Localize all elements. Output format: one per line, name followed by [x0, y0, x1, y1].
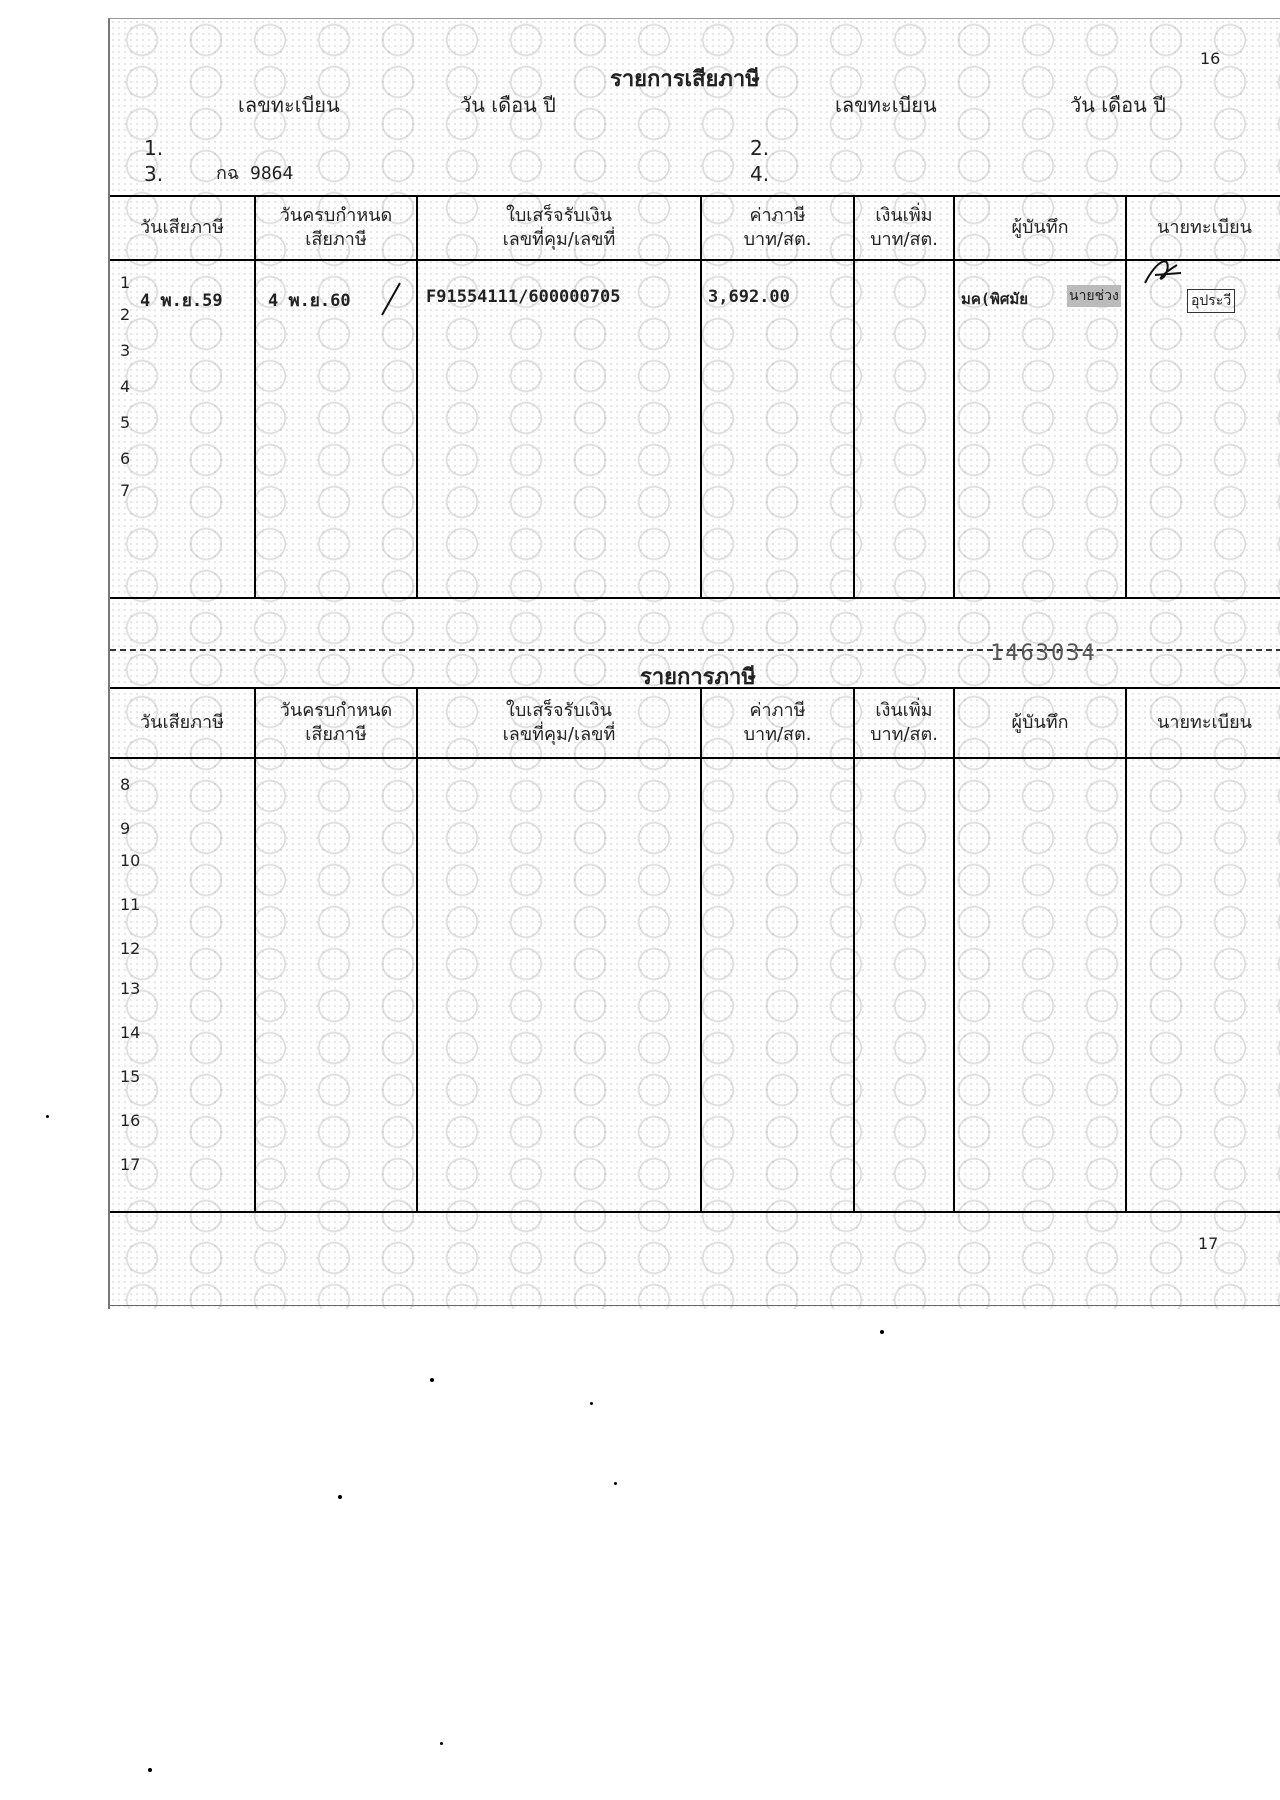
col-tax-amount-header: ค่าภาษี บาท/สต. — [701, 688, 854, 758]
scan-speck — [880, 1330, 884, 1334]
scan-speck — [338, 1495, 342, 1499]
col-recorder-header: ผู้บันทึก — [954, 688, 1126, 758]
row-number: 17 — [120, 1155, 141, 1174]
row-number: 6 — [120, 449, 131, 468]
separator-line — [110, 649, 1280, 651]
scan-speck — [430, 1378, 434, 1382]
receipt-cell — [417, 260, 701, 598]
receipt-cell — [417, 758, 701, 1212]
col-recorder-header: ผู้บันทึก — [954, 196, 1126, 260]
entry-1-number: 1. — [144, 136, 164, 160]
tax-date-cell — [110, 260, 255, 598]
col-registrar-header: นายทะเบียน — [1126, 196, 1280, 260]
surcharge-cell — [854, 758, 954, 1212]
col-surcharge-header: เงินเพิ่ม บาท/สต. — [854, 688, 954, 758]
row-number: 13 — [120, 979, 141, 998]
row-number: 9 — [120, 819, 131, 838]
registrar-value: อุประวี — [1187, 289, 1235, 313]
date-label-left: วัน เดือน ปี — [460, 93, 556, 117]
page-number-top: 16 — [1200, 49, 1221, 68]
due-date-cell — [255, 260, 417, 598]
row-number: 3 — [120, 341, 131, 360]
scan-speck — [614, 1482, 617, 1485]
receipt-value: F91554111/600000705 — [426, 287, 621, 307]
surcharge-cell — [854, 260, 954, 598]
col-due-date-header: วันครบกำหนด เสียภาษี — [255, 196, 417, 260]
scan-speck — [46, 1115, 49, 1118]
due-date-cell — [255, 758, 417, 1212]
separator-number: 1463034 — [990, 641, 1097, 666]
col-registrar-header: นายทะเบียน — [1126, 688, 1280, 758]
table-row — [110, 758, 1280, 1212]
table-header-row — [110, 688, 1280, 758]
table-row — [110, 260, 1280, 598]
recorder-cell — [954, 758, 1126, 1212]
tax-date-value: 4 พ.ย.59 — [140, 291, 223, 311]
row-number: 10 — [120, 851, 141, 870]
tax-amount-value: 3,692.00 — [708, 287, 790, 307]
row-number: 11 — [120, 895, 141, 914]
col-receipt-header: ใบเสร็จรับเงิน เลขที่คุม/เลขที่ — [417, 196, 701, 260]
row-number: 12 — [120, 939, 141, 958]
recorder-value: มค(พิศมัย — [961, 290, 1029, 308]
tax-amount-cell — [701, 758, 854, 1212]
date-label-right: วัน เดือน ปี — [1070, 93, 1166, 117]
scan-speck — [590, 1402, 593, 1405]
registration-tax-page — [108, 18, 1280, 1309]
tax-list-table — [110, 687, 1280, 1213]
reg-no-label-left: เลขทะเบียน — [238, 93, 340, 117]
col-surcharge-header: เงินเพิ่ม บาท/สต. — [854, 196, 954, 260]
tax-amount-cell — [701, 260, 854, 598]
reg-no-label-right: เลขทะเบียน — [835, 93, 937, 117]
recorder-cell — [954, 260, 1126, 598]
row-number: 8 — [120, 775, 131, 794]
row-number: 5 — [120, 413, 131, 432]
signature-icon — [1137, 260, 1187, 293]
tax-payment-table — [110, 195, 1280, 599]
tax-date-cell — [110, 758, 255, 1212]
tax-list-title: รายการภาษี — [640, 665, 756, 690]
col-due-date-header: วันครบกำหนด เสียภาษี — [255, 688, 417, 758]
tax-payment-title: รายการเสียภาษี — [610, 67, 760, 92]
col-tax-date-header: วันเสียภาษี — [110, 688, 255, 758]
row-number: 1 — [120, 273, 131, 292]
row-number: 14 — [120, 1023, 141, 1042]
col-tax-amount-header: ค่าภาษี บาท/สต. — [701, 196, 854, 260]
row-number: 4 — [120, 377, 131, 396]
recorder-stamp: นายช่วง — [1067, 285, 1121, 307]
scan-speck — [440, 1742, 443, 1745]
row-number: 15 — [120, 1067, 141, 1086]
col-tax-date-header: วันเสียภาษี — [110, 196, 255, 260]
entry-3-number: 3. — [144, 162, 164, 186]
due-date-value: 4 พ.ย.60 — [268, 291, 351, 311]
col-receipt-header: ใบเสร็จรับเงิน เลขที่คุม/เลขที่ — [417, 688, 701, 758]
entry-3-plate: กฉ 9864 — [216, 163, 294, 184]
entry-4-number: 4. — [750, 162, 770, 186]
check-mark-icon — [378, 281, 404, 317]
registrar-cell — [1126, 260, 1280, 598]
row-number: 7 — [120, 481, 131, 500]
table-header-row — [110, 196, 1280, 260]
row-number: 2 — [120, 305, 131, 324]
scan-speck — [148, 1768, 152, 1772]
row-number: 16 — [120, 1111, 141, 1130]
entry-2-number: 2. — [750, 136, 770, 160]
registrar-cell — [1126, 758, 1280, 1212]
page-bottom-edge — [110, 1305, 1280, 1306]
page-number-bottom: 17 — [1198, 1234, 1219, 1253]
